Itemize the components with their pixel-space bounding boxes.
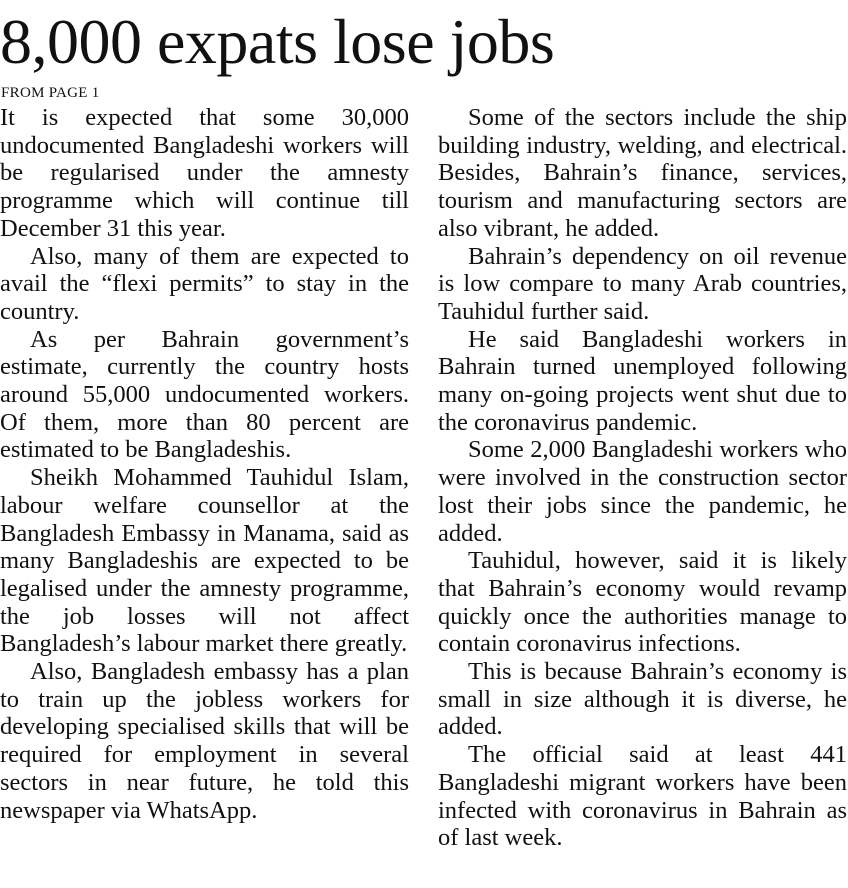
paragraph: As per Bahrain government’s estimate, currently the country hosts around 55,000 undocumented workers. Of them, more than 80 percent are estimated to be Bangladeshis. [0, 325, 409, 464]
paragraph: It is expected that some 30,000 undocumented Bangladeshi workers will be regularised under the amnesty programme which will continue till December 31 this year. [0, 104, 409, 242]
paragraph: The official said at least 441 Bangladeshi migrant workers have been infected with coronavirus in Bahrain as of last week. [438, 741, 847, 852]
continued-from-label: FROM PAGE 1 [1, 85, 100, 101]
paragraph: Some of the sectors include the ship building industry, welding, and electrical. Besides, Bahrain’s finance, services, tourism and manufacturing sectors are also vibrant, he added. [438, 104, 847, 242]
paragraph: Bahrain’s dependency on oil revenue is low compare to many Arab countries, Tauhidul further said. [438, 242, 847, 325]
paragraph: Also, Bangladesh embassy has a plan to train up the jobless workers for developing specialised skills that will be required for employment in several sectors in near future, he told this newspaper via WhatsApp. [0, 658, 409, 824]
paragraph: Sheikh Mohammed Tauhidul Islam, labour welfare counsellor at the Bangladesh Embassy in Manama, said as many Bangladeshis are expected to be legalised under the amnesty programme, the job losses will not affect Bangladesh’s labour market there greatly. [0, 464, 409, 658]
article-column-right [438, 104, 847, 852]
paragraph: Some 2,000 Bangladeshi workers who were involved in the construction sector lost their jobs since the pandemic, he added. [438, 436, 847, 547]
paragraph: He said Bangladeshi workers in Bahrain turned unemployed following many on-going projects went shut due to the coronavirus pandemic. [438, 325, 847, 436]
paragraph: Tauhidul, however, said it is likely that Bahrain’s economy would revamp quickly once the authorities manage to contain coronavirus infections. [438, 547, 847, 658]
article-column-left [0, 104, 409, 824]
paragraph: This is because Bahrain’s economy is small in size although it is diverse, he added. [438, 658, 847, 741]
headline: 8,000 expats lose jobs [0, 6, 555, 77]
paragraph: Also, many of them are expected to avail the “flexi permits” to stay in the country. [0, 242, 409, 325]
